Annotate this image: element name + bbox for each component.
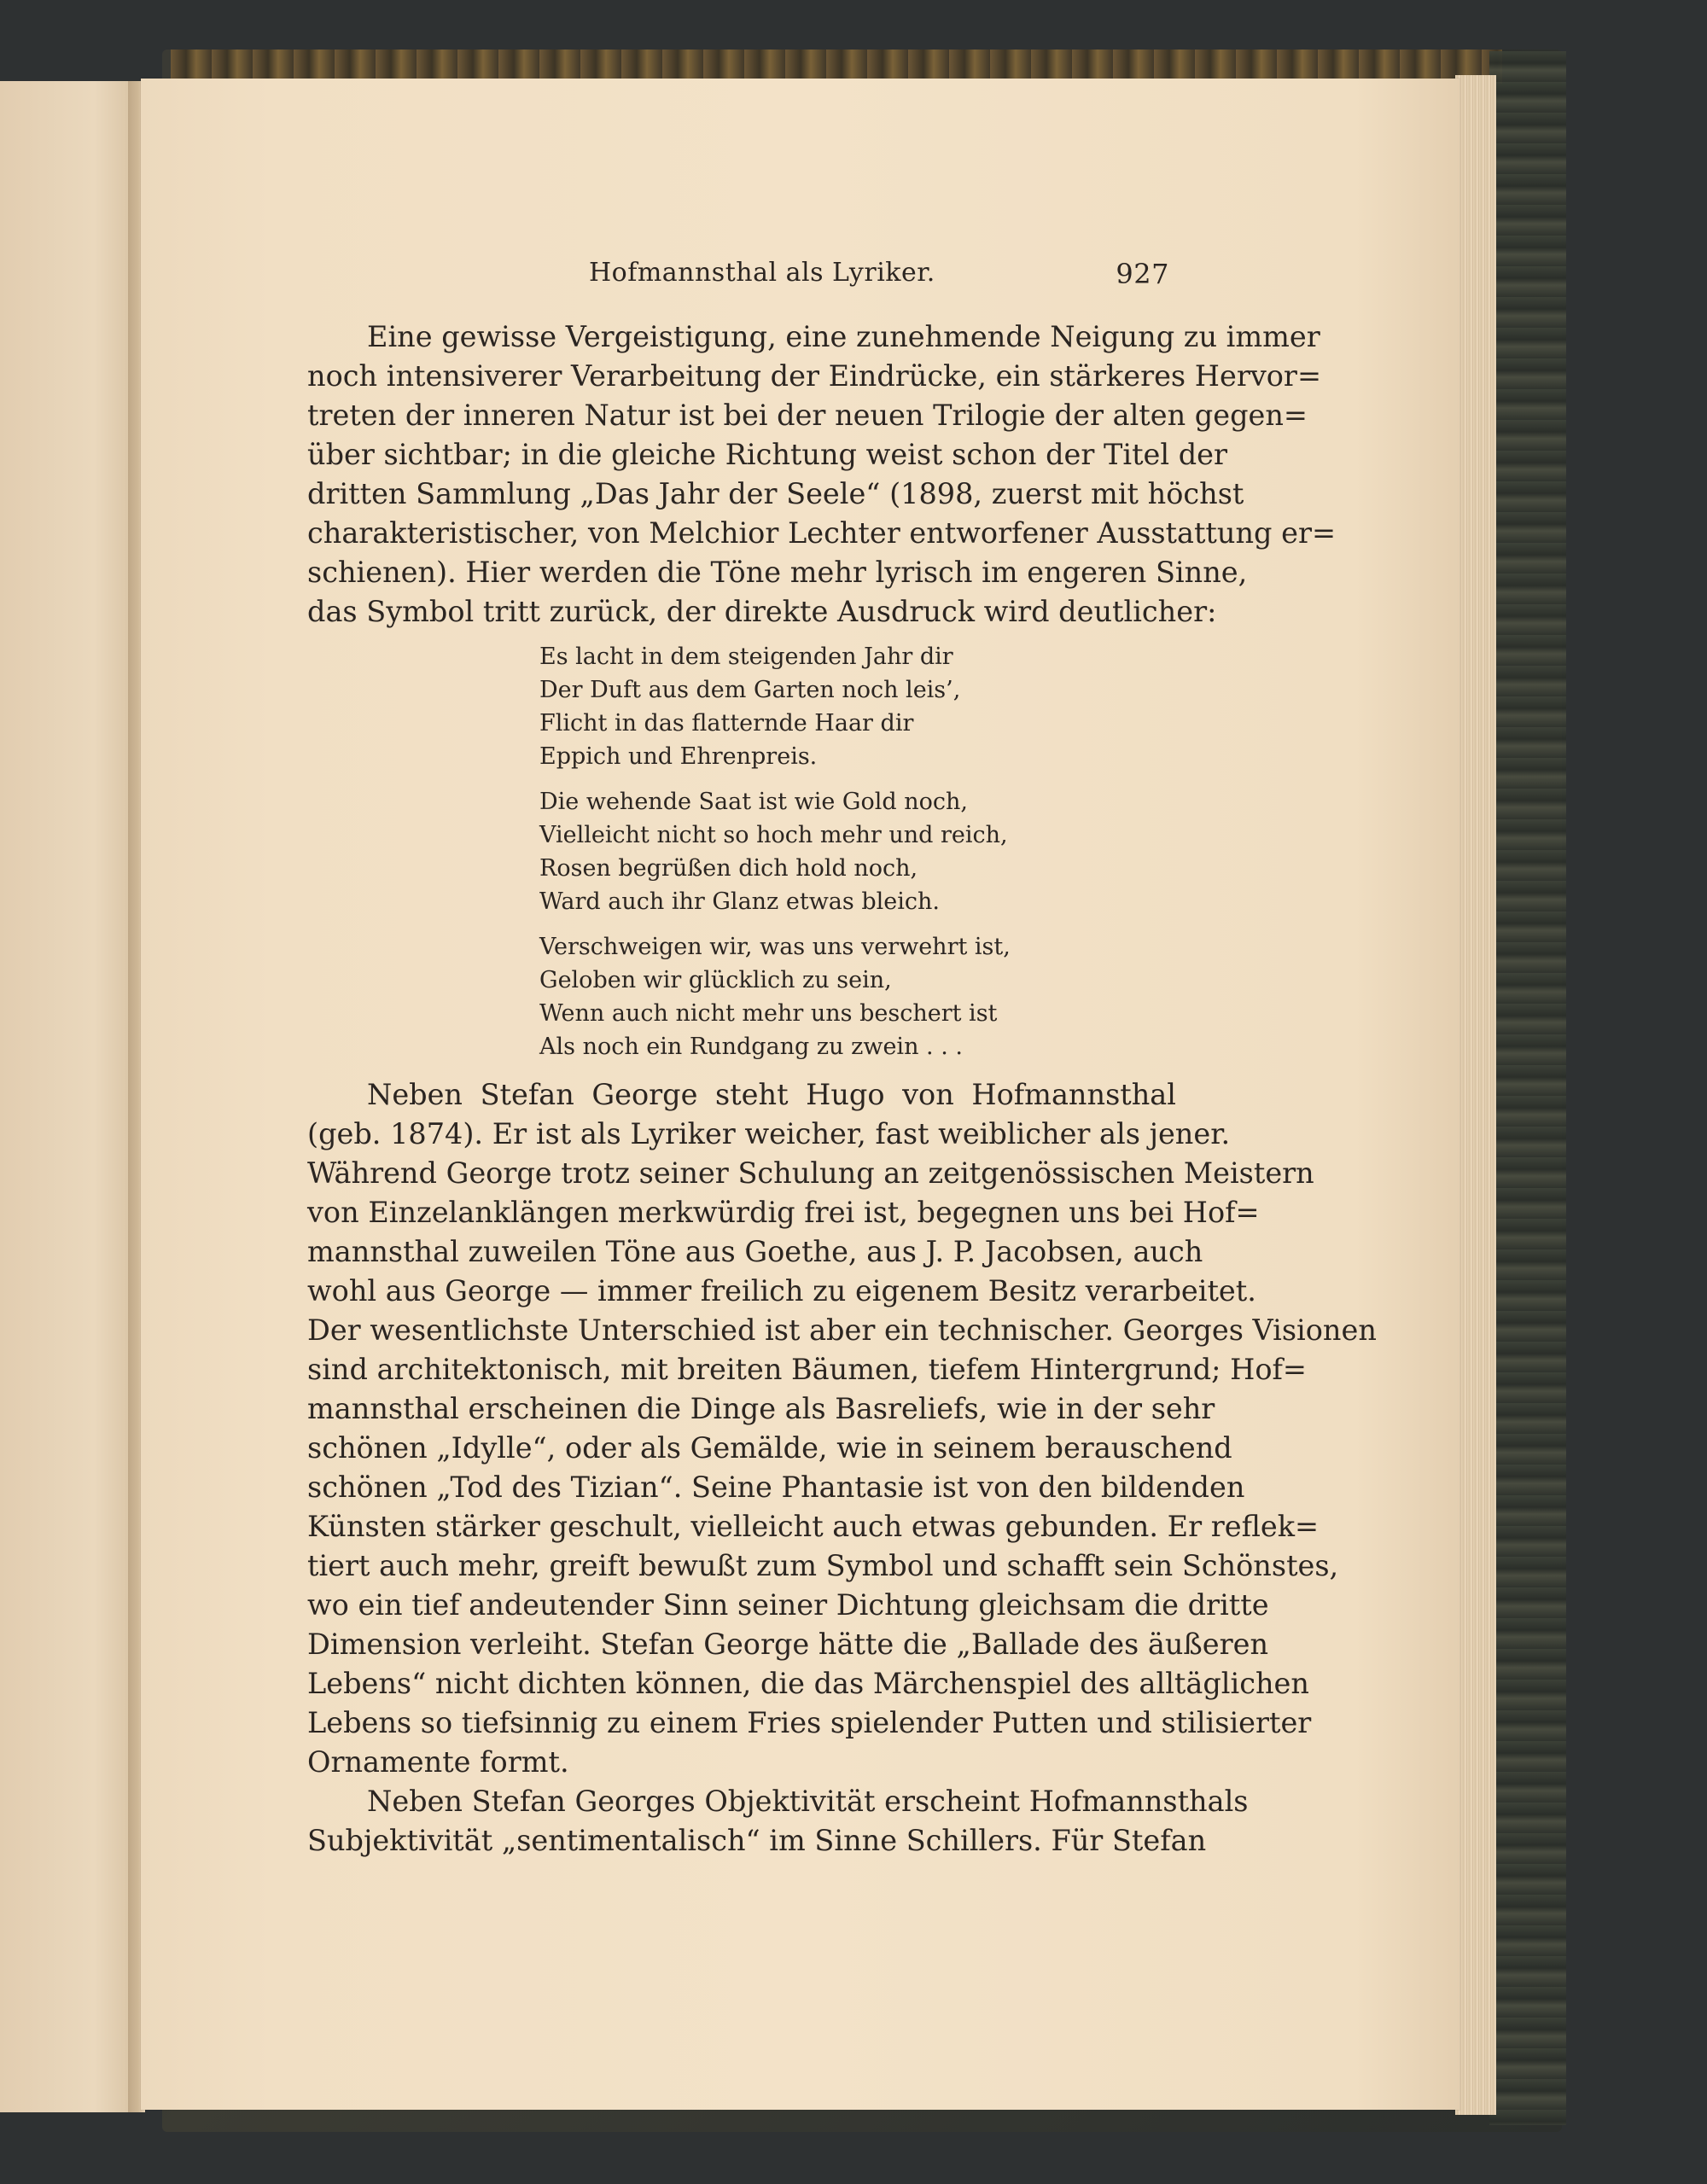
verse-line: Der Duft aus dem Garten noch leis’, — [539, 677, 961, 703]
text-line: treten der inneren Natur ist bei der neuen Trilogie der alten gegen= — [307, 399, 1308, 432]
text-line: Eine gewisse Vergeistigung, eine zunehmende Neigung zu immer — [367, 320, 1320, 353]
text-line: Während George trotz seiner Schulung an zeitgenössischen Meistern — [307, 1156, 1314, 1190]
text-line: wo ein tief andeutender Sinn seiner Dichtung gleichsam die dritte — [307, 1588, 1269, 1622]
cover-marbled-edge-right — [1489, 51, 1566, 2125]
text-line: Neben Stefan George steht Hugo von Hofmannsthal — [367, 1078, 1176, 1111]
poem-stanza-3 — [539, 930, 1176, 1063]
verse-line: Flicht in das flatternde Haar dir — [539, 710, 914, 737]
poem — [539, 640, 1176, 1063]
page-number: 927 — [1116, 258, 1169, 290]
text-line: (geb. 1874). Er ist als Lyriker weicher, fast weiblicher als jener. — [307, 1117, 1231, 1150]
text-line: sind architektonisch, mit breiten Bäumen, tiefem Hintergrund; Hof= — [307, 1353, 1307, 1386]
text-line: dritten Sammlung „Das Jahr der Seele“ (1898, zuerst mit höchst — [307, 477, 1244, 510]
paragraph-3 — [307, 1782, 1249, 1861]
text-line: schönen „Idylle“, oder als Gemälde, wie in seinem berauschend — [307, 1431, 1232, 1465]
text-line: schönen „Tod des Tizian“. Seine Phantasie ist von den bildenden — [307, 1471, 1245, 1504]
text-line: mannsthal erscheinen die Dinge als Basreliefs, wie in der sehr — [307, 1392, 1215, 1425]
left-page — [0, 81, 135, 2112]
verse-line: Geloben wir glücklich zu sein, — [539, 967, 892, 993]
text-line: Ornamente formt. — [307, 1745, 569, 1779]
verse-line: Ward auch ihr Glanz etwas bleich. — [539, 888, 940, 915]
body-text — [307, 317, 1377, 1861]
text-line: Neben Stefan Georges Objektivität erscheint Hofmannsthals — [367, 1785, 1249, 1818]
text-line: charakteristischer, von Melchior Lechter entworfener Ausstattung er= — [307, 516, 1337, 550]
verse-line: Wenn auch nicht mehr uns beschert ist — [539, 1000, 998, 1027]
text-line: schienen). Hier werden die Töne mehr lyrisch im engeren Sinne, — [307, 556, 1248, 589]
text-line: mannsthal zuweilen Töne aus Goethe, aus J. P. Jacobsen, auch — [307, 1235, 1203, 1268]
text-line: Der wesentlichste Unterschied ist aber ein technischer. Georges Visionen — [307, 1313, 1377, 1347]
text-line: über sichtbar; in die gleiche Richtung weist schon der Titel der — [307, 438, 1228, 471]
text-line: Künsten stärker geschult, vielleicht auch etwas gebunden. Er reflek= — [307, 1510, 1320, 1543]
text-line: von Einzelanklängen merkwürdig frei ist, begegnen uns bei Hof= — [307, 1196, 1260, 1229]
text-line: das Symbol tritt zurück, der direkte Ausdruck wird deutlicher: — [307, 595, 1217, 628]
poem-stanza-2 — [539, 785, 1176, 918]
verse-line: Es lacht in dem steigenden Jahr dir — [539, 644, 953, 670]
text-line: tiert auch mehr, greift bewußt zum Symbol und schafft sein Schönstes, — [307, 1549, 1339, 1582]
text-line: noch intensiverer Verarbeitung der Eindrücke, ein stärkeres Hervor= — [307, 359, 1322, 393]
verse-line: Als noch ein Rundgang zu zwein . . . — [539, 1034, 963, 1060]
verse-line: Eppich und Ehrenpreis. — [539, 743, 818, 770]
text-line: Dimension verleiht. Stefan George hätte die „Ballade des äußeren — [307, 1628, 1269, 1661]
paragraph-2 — [307, 1075, 1377, 1782]
text-line: Subjektivität „sentimentalisch“ im Sinne Schillers. Für Stefan — [307, 1824, 1207, 1857]
text-line: Lebens so tiefsinnig zu einem Fries spielender Putten und stilisierter — [307, 1706, 1312, 1739]
text-line: wohl aus George — immer freilich zu eigenem Besitz verarbeitet. — [307, 1274, 1256, 1307]
page-stack-edge — [1455, 75, 1496, 2115]
running-head-title: Hofmannsthal als Lyriker. — [589, 258, 935, 288]
paragraph-1 — [307, 317, 1337, 632]
verse-line: Vielleicht nicht so hoch mehr und reich, — [539, 822, 1008, 848]
text-line: Lebens“ nicht dichten können, die das Märchenspiel des alltäglichen — [307, 1667, 1309, 1700]
poem-stanza-1 — [539, 640, 1176, 773]
verse-line: Verschweigen wir, was uns verwehrt ist, — [539, 934, 1011, 960]
verse-line: Die wehende Saat ist wie Gold noch, — [539, 789, 968, 815]
verse-line: Rosen begrüßen dich hold noch, — [539, 855, 918, 882]
